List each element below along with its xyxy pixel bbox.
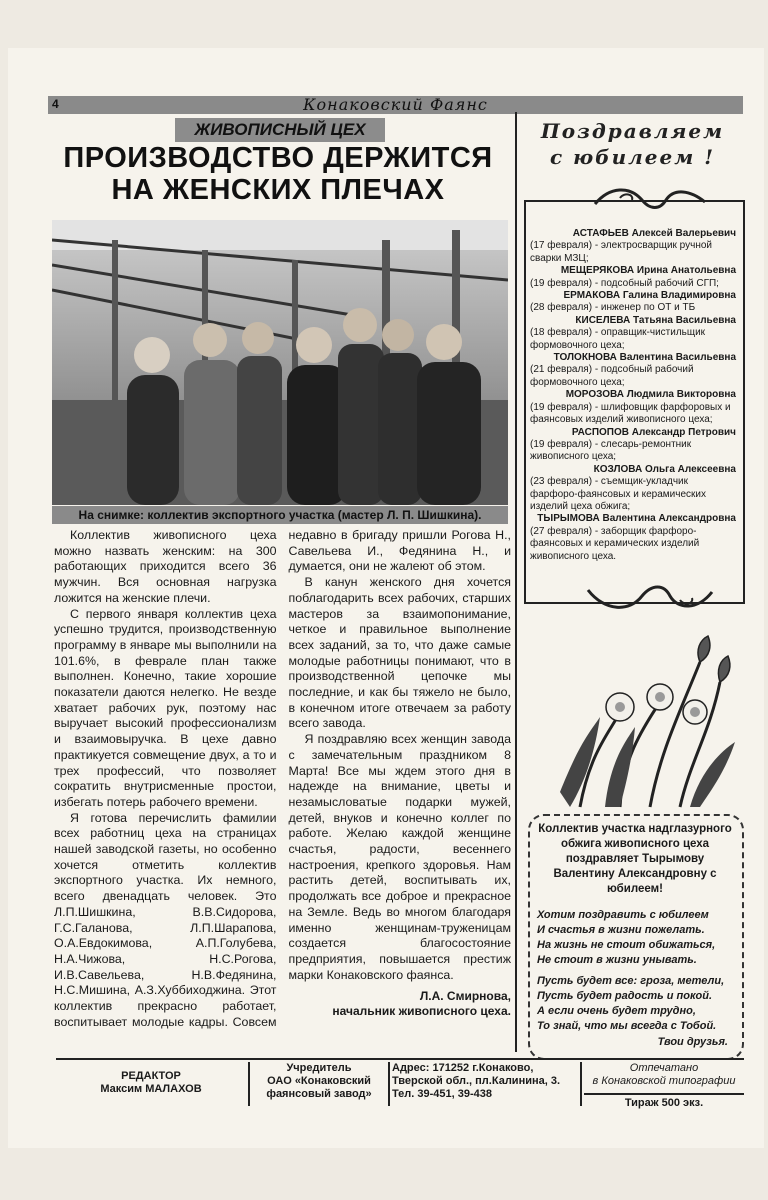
article-paragraph: С первого января коллектив цеха успешно трудится, производственную программу в январе мы выполнили на 101.6%, в феврале план также выполнен. Конечно, такие хорошие показатели даются нелегко. Не везде хватает рабочих рук, поэтому нас выручает высокий профессионализм и взаимовыручка. В цехе давно практикуется совмещение двух, а то и трех профессий, что позволяет сократить внутрисменные простои, избегать потерь рабочего времени. [54,606,277,809]
column-divider [515,112,517,1052]
ornament-swirl-bottom-icon [580,578,720,618]
headline-line-1: ПРОИЗВОДСТВО ДЕРЖИТСЯ [63,142,493,174]
poem-line: Хотим поздравить с юбилеем [537,909,709,921]
editor-name: Максим МАЛАХОВ [100,1083,202,1095]
founder-block [252,1062,386,1106]
jubilee-name: РАСПОПОВ Александр Петрович [571,426,736,438]
footer-divider [580,1062,582,1106]
article-headline [48,142,508,206]
jubilee-name: КОЗЛОВА Ольга Алексеевна [593,463,736,475]
jubilee-entry [530,352,736,389]
article-body [54,528,511,1056]
article-paragraph: Коллектив живописного цеха можно назвать женским: на 300 работающих приходится всего 36 мужчин. Вся основная нагрузка ложится на женские плечи. [54,528,277,605]
imprint-footer [56,1062,744,1108]
jubilee-entry [530,265,736,290]
editor-label: РЕДАКТОР [121,1070,181,1082]
greetings-title-line-2: с юбилеем ! [550,145,715,169]
greetings-title [520,118,745,170]
article-paragraph: Я поздравляю всех женщин завода с замечательным праздником 8 Марта! Все мы ждем этого дня в надежде на внимание, цветы и незамысловатые подарки мужей, детей, внуков и конечно коллег по работе. Желаю каждой женщине счастья, радости, весеннего настроения, крепкого здоровья. Нам растить детей, воспитывать их, продолжать все доброе и прекрасное на Земле. Ведь во многом благодаря именно женщинам-труженицам создается благосостояние предприятия, повышается престиж марки Конаковского фаянса. [288,732,511,982]
poem-line: Пусть будет радость и покой. [537,990,713,1002]
address-block [392,1062,578,1106]
page-header-bar [48,96,743,114]
jubilee-details: (19 февраля) - шлифовщик фарфоровых и фаянсовых изделий живописного цеха; [530,401,731,426]
address-line-1: Адрес: 171252 г.Конаково, [392,1062,534,1074]
footer-rule [56,1058,744,1060]
photo-caption: На снимке: коллектив экспортного участка (мастер Л. П. Шишкина). [52,506,508,524]
poem-line: На жизнь не стоит обижаться, [537,939,716,951]
jubilee-details: (27 февраля) - заборщик фарфоро-фаянсовых и керамических изделий живописного цеха. [530,525,700,562]
printed-line-2: в Конаковской типографии [592,1075,736,1087]
narcissus-flowers-icon [550,622,740,812]
jubilee-name: АСТАФЬЕВ Алексей Валерьевич [572,228,736,239]
jubilee-details: (19 февраля) - подсобный рабочий СГП; [530,277,719,289]
author-name: Л.А. Смирнова, [419,989,511,1004]
congrats-signature: Твои друзья. [657,1036,728,1048]
poem-line: Не стоит в жизни унывать. [537,954,697,966]
author-position: начальник живописного цеха. [332,1004,511,1019]
poem-stanza-2 [537,974,733,1034]
address-line-2: Тверской обл., пл.Калинина, 3. [392,1075,561,1087]
founder-org: ОАО «Конаковский фаянсовый завод» [266,1075,372,1100]
page-number: 4 [52,97,59,111]
jubilee-name: МОРОЗОВА Людмила Викторовна [565,389,736,401]
phones: Тел. 39-451, 39-438 [392,1088,493,1100]
jubilee-name: ТЫРЫМОВА Валентина Александровна [537,513,736,525]
jubilee-entry [530,464,736,514]
jubilee-entry [530,389,736,426]
founder-label: Учредитель [286,1062,352,1074]
congrats-lead: Коллектив участка надглазурного обжига живописного цеха поздравляет Тырымову Валентину Александровну с юбилеем! [538,823,732,895]
article-signature [289,989,512,1019]
jubilee-entry [530,290,736,315]
article-paragraph: В канун женского дня хочется поблагодарить всех рабочих, старших мастеров за взаимопонимание, четкое и правильное выполнение всех заданий, за то, что даже самые молодые работницы понимают, что в производственной цепочке мы последние, и как бы тяжело не было, в конечном итоге отвечаем за работу всего завода. [288,575,511,731]
poem-line: А если очень будет трудно, [537,1005,696,1017]
poem-stanza-1 [537,908,733,968]
poem-line: То знай, что мы всегда с Тобой. [537,1020,717,1032]
jubilee-details: (17 февраля) - электросварщик ручной сварки МЗЦ; [530,240,713,264]
newspaper-title: Конаковский Фаянс [303,95,488,114]
greetings-title-line-1: Поздравляем [540,119,725,143]
jubilee-details: (28 февраля) - инженер по ОТ и ТБ [530,302,696,314]
printed-line-1: Отпечатано [629,1062,699,1074]
jubilee-details: (23 февраля) - съемщик-укладчик фарфоро-фаянсовых и керамических изделий цеха обжига; [530,476,707,512]
group-photo [52,220,508,505]
editor-block [56,1062,246,1114]
poem-line: Пусть будет все: гроза, метели, [537,975,725,987]
jubilee-details: (21 февраля) - подсобный рабочий формовочного цеха; [530,364,694,388]
jubilee-name: ЕРМАКОВА Галина Владимировна [563,290,736,302]
jubilee-entry [530,513,736,563]
jubilee-name: КИСЕЛЕВА Татьяна Васильевна [575,314,736,326]
footer-divider [248,1062,250,1106]
article-paragraph: Я готова перечислить фамилии всех работниц цеха на страницах нашей заводской газеты, но особенно хочется отметить коллектив экспортного участка. Их немного, всего двенадцать человек. Это Л.П.Шишкина, В.В.Сидорова, Г.С.Галанова, Л.П.Шарапова, О.А.Евдокимова, А.П.Голубева, Н.А.Чижова, Н.С.Рогова, И.В.Савельева, Н.В.Федянина, Н.С.Мишина, А.З.Хуббиходжина. Этот коллектив прекрасно работает, воспитывает молодые кадры. Совсем недавно в бригаду пришли Рогова Н., Савельева И., Федянина Н., и думается, они не жалеют об этом. [54,528,511,1029]
printing-block [584,1062,744,1109]
circulation: Тираж 500 экз. [584,1093,744,1110]
jubilee-details: (19 февраля) - слесарь-ремонтник живописного цеха; [530,438,692,463]
jubilee-entry [530,427,736,464]
headline-line-2: НА ЖЕНСКИХ ПЛЕЧАХ [111,174,445,206]
jubilee-list [530,228,736,563]
jubilee-entry [530,228,736,265]
jubilee-name: ТОЛОКНОВА Валентина Васильевна [553,352,736,364]
congrats-poem [537,908,733,1040]
jubilee-name: МЕЩЕРЯКОВА Ирина Анатольевна [560,265,736,277]
jubilee-entry [530,315,736,352]
jubilee-details: (18 февраля) - оправщик-чистильщик формовочного цеха; [530,327,706,351]
poem-line: И счастья в жизни пожелать. [537,924,705,936]
section-rubric: ЖИВОПИСНЫЙ ЦЕХ [175,118,385,142]
footer-divider [388,1062,390,1106]
